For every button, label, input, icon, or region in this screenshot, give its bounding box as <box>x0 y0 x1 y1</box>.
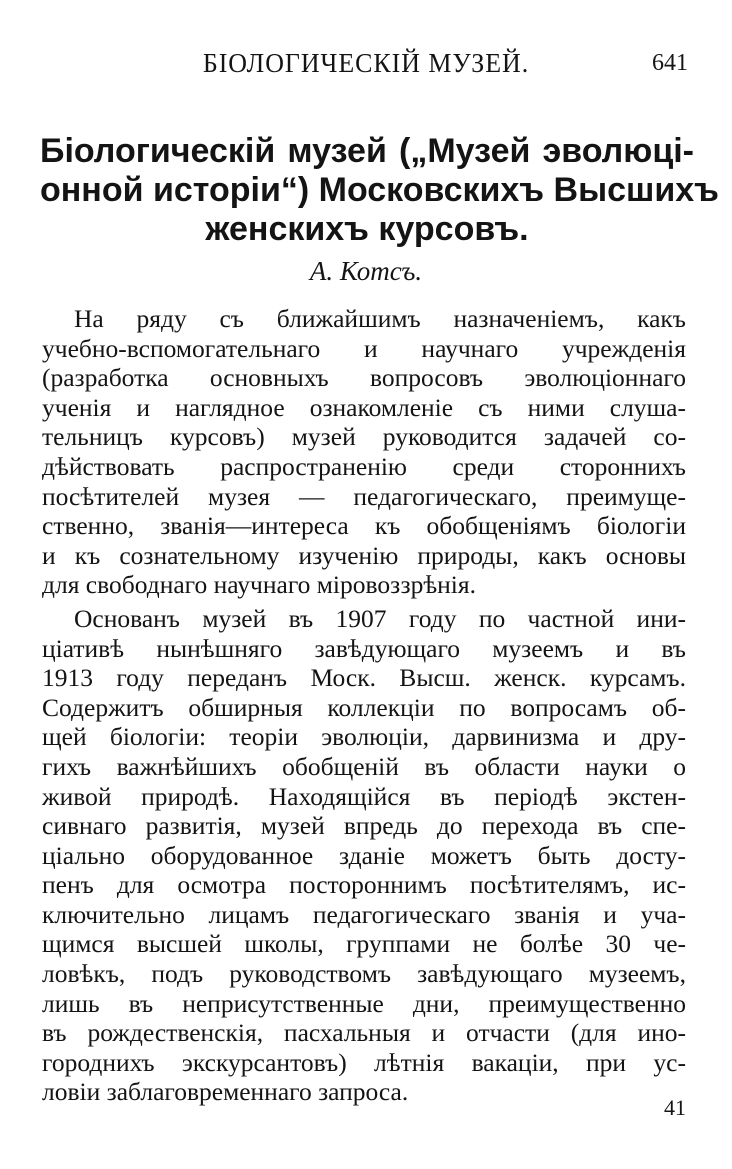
title-line: онной исторіи“) Московскихъ Высшихъ <box>40 171 719 209</box>
text-line: щей біологіи: теоріи эволюціи, дарвинизма и дру- <box>42 722 686 752</box>
text-line: тельницъ курсовъ) музей руководится задачей со- <box>42 422 686 452</box>
text-line: посѣтителей музея — педагогическаго, преимуще- <box>42 481 686 511</box>
text-line: ученія и наглядное ознакомленіе съ ними слуша- <box>42 392 686 422</box>
text-line: ловѣкъ, подъ руководствомъ завѣдующаго музеемъ, <box>42 959 686 989</box>
title-line: женскихъ курсовъ. <box>205 210 529 248</box>
text-line: ціативѣ нынѣшняго завѣдующаго музеемъ и въ <box>42 633 686 663</box>
text-line: ловіи заблаговременнаго запроса. <box>42 1077 409 1107</box>
text-line: ственно, званія—интереса къ обобщеніямъ біологіи <box>42 511 686 541</box>
page-number: 641 <box>652 50 688 76</box>
text-line: ключительно лицамъ педагогическаго званія и уча- <box>42 899 686 929</box>
paragraph-1 <box>42 304 686 600</box>
title-line: Біологическій музей („Музей эволюці- <box>40 132 694 170</box>
text-line: въ рождественскія, пасхальныя и отчасти (для ино- <box>42 1018 686 1048</box>
text-line: живой природѣ. Находящійся въ періодѣ экстен- <box>42 781 686 811</box>
text-line: городнихъ экскурсантовъ) лѣтнія вакаціи, при ус- <box>42 1047 686 1077</box>
text-line: (разработка основныхъ вопросовъ эволюціоннаго <box>42 363 686 393</box>
text-line: учебно-вспомогательнаго и научнаго учрежденія <box>42 333 686 363</box>
author-name: А. Котсъ. <box>309 256 423 286</box>
text-line: Содержитъ обширныя коллекціи по вопросамъ об- <box>42 692 686 722</box>
text-line: 1913 году переданъ Моск. Высш. женск. курсамъ. <box>42 663 686 693</box>
text-line: Основанъ музей въ 1907 году по частной ини- <box>74 603 686 633</box>
paragraph-2 <box>42 604 686 1107</box>
text-line: для свободнаго научнаго міровоззрѣнія. <box>42 570 476 600</box>
text-line: щимся высшей школы, группами не болѣе 30 че- <box>42 929 686 959</box>
running-title: БІОЛОГИЧЕСКІЙ МУЗЕЙ. <box>202 48 530 78</box>
text-line: сивнаго развитія, музей впредь до перехода въ спе- <box>42 811 686 841</box>
text-line: На ряду съ ближайшимъ назначеніемъ, какъ <box>74 304 686 333</box>
text-line: лишь въ неприсутственные дни, преимущественно <box>42 988 686 1018</box>
text-line: гихъ важнѣйшихъ обобщеній въ области науки о <box>42 751 686 781</box>
text-line: и къ сознательному изученію природы, какъ основы <box>42 540 686 570</box>
article-title <box>40 132 719 249</box>
text-line: дѣйствовать распространенію среди стороннихъ <box>42 451 686 481</box>
article-body <box>42 304 686 1107</box>
running-header <box>40 48 692 88</box>
signature-mark: 41 <box>664 1095 686 1120</box>
text-line: ціально оборудованное зданіе можетъ быть досту- <box>42 840 686 870</box>
text-line: пенъ для осмотра постороннимъ посѣтителямъ, ис- <box>42 870 686 900</box>
